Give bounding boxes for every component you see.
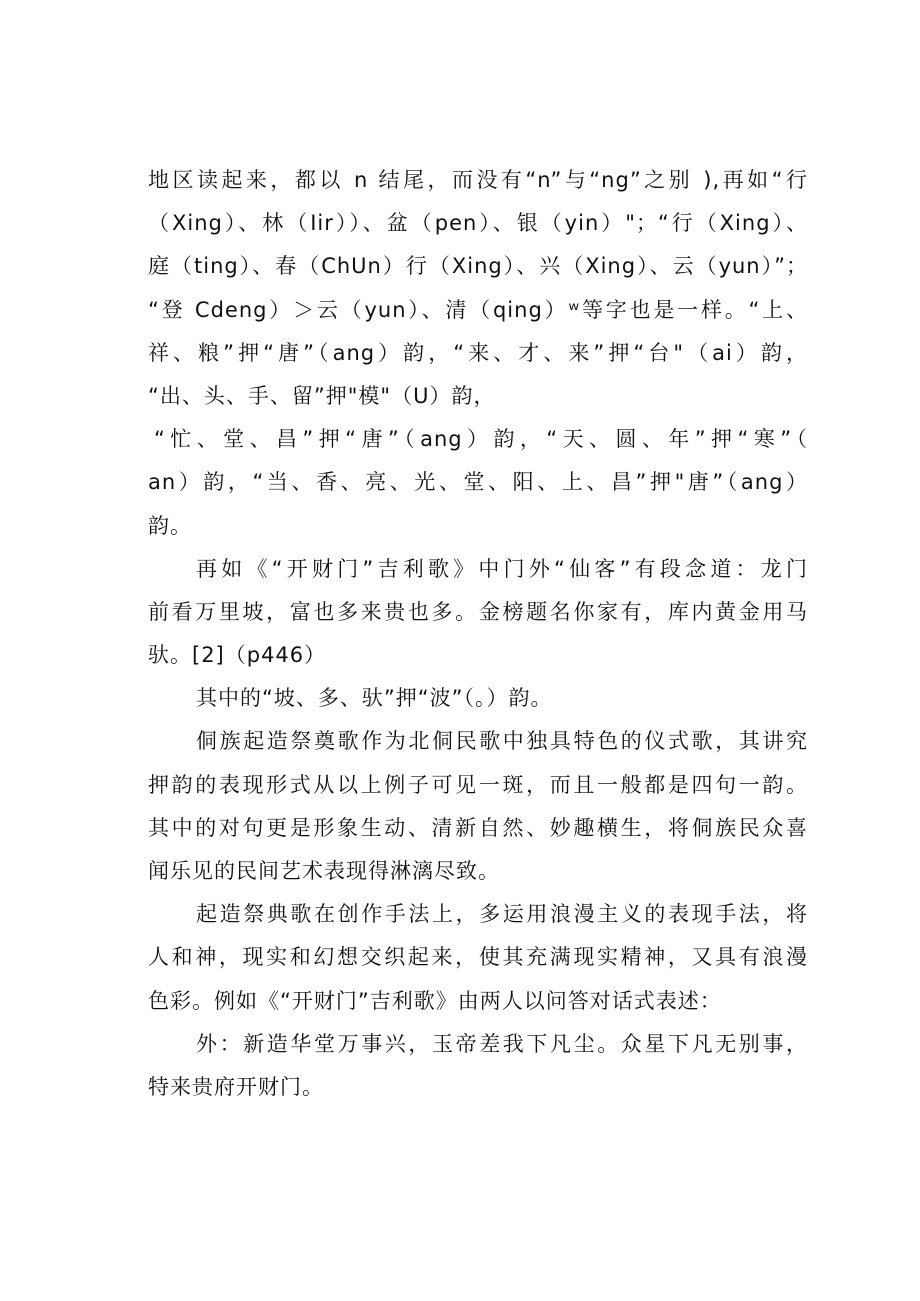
text-line: “忙、堂、昌”押“唐”（ang）韵，“天、圆、年”押“寒”（ <box>154 427 808 452</box>
text-line: 再如《“开财门”吉利歌》中门外“仙客”有段念道：龙门 <box>196 556 808 581</box>
body-text <box>148 159 808 1109</box>
text-line: 押韵的表现形式从以上例子可见一斑，而且一般都是四句一韵。 <box>148 772 808 797</box>
text-line: “出、头、手、留”押"模"（U）韵， <box>148 383 496 408</box>
text-line: 其中的“坡、多、驮”押“波”（。）韵。 <box>196 686 553 711</box>
text-line: 特来贵府开财门。 <box>148 1074 324 1099</box>
text-line: 祥、粮”押“唐”（ang）韵，“来、才、来”押“台"（ai）韵， <box>148 340 808 365</box>
text-line: 韵。 <box>148 513 192 538</box>
text-line: 起造祭典歌在创作手法上，多运用浪漫主义的表现手法，将 <box>196 902 808 927</box>
text-line: 闻乐见的民间艺术表现得淋漓尽致。 <box>148 859 500 883</box>
text-line: 色彩。例如《“开财门”吉利歌》由两人以问答对话式表述： <box>148 988 722 1013</box>
text-line: 外：新造华堂万事兴，玉帝差我下凡尘。众星下凡无别事， <box>196 1031 808 1056</box>
text-line: 侗族起造祭奠歌作为北侗民歌中独具特色的仪式歌，其讲究 <box>196 729 808 754</box>
text-line: 其中的对句更是形象生动、清新自然、妙趣横生，将侗族民众喜 <box>148 815 808 840</box>
text-line: 地区读起来，都以 n 结尾，而没有“n”与“ng”之别 ),再如“行 <box>148 168 808 192</box>
text-line: （Xing）、林（Iir））、盆（pen）、银（yin）"；“行（Xing）、 <box>148 211 808 236</box>
text-line: 驮。[2]（p446） <box>148 643 327 668</box>
text-line: an）韵，“当、香、亮、光、堂、阳、上、昌”押"唐”（ang） <box>148 470 808 495</box>
text-line: “登 Cdeng）＞云（yun）、清（qing）ʷ等字也是一样。“上、 <box>148 297 808 322</box>
text-line: 前看万里坡，富也多来贵也多。金榜题名你家有，库内黄金用马 <box>148 599 808 624</box>
text-line: 庭（ting）、春（ChUn）行（Xing）、兴（Xing）、云（yun）”； <box>148 254 808 279</box>
text-line: 人和神，现实和幻想交织起来，使其充满现实精神，又具有浪漫 <box>148 945 808 970</box>
